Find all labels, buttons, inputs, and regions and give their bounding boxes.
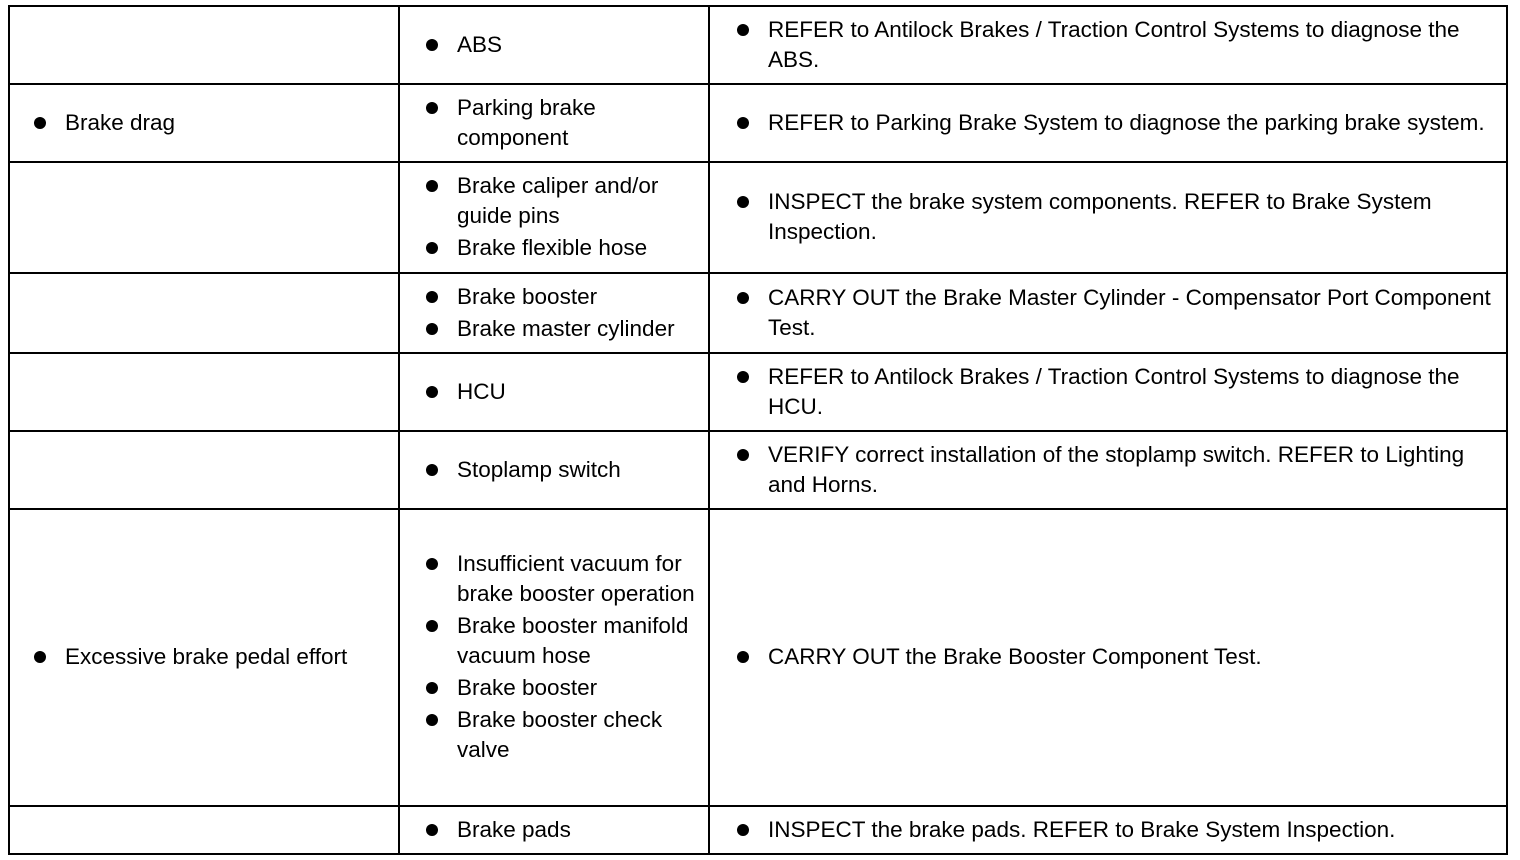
- condition-cell: [9, 273, 399, 353]
- action-cell: [709, 353, 1507, 431]
- cause-item: Brake caliper and/or guide pins: [400, 171, 708, 231]
- cause-item: Stoplamp switch: [400, 455, 708, 485]
- action-cell: [709, 84, 1507, 162]
- cause-item: Brake flexible hose: [400, 233, 708, 263]
- table-row: [9, 6, 1507, 84]
- table-row: [9, 509, 1507, 806]
- table-row: [9, 806, 1507, 854]
- table-row: [9, 431, 1507, 509]
- cause-cell: [399, 806, 709, 854]
- table-row: [9, 162, 1507, 272]
- condition-cell: [9, 353, 399, 431]
- cause-cell: [399, 162, 709, 272]
- cause-cell: [399, 509, 709, 806]
- action-item: INSPECT the brake pads. REFER to Brake System Inspection.: [710, 815, 1506, 845]
- cause-cell: [399, 84, 709, 162]
- action-cell: [709, 273, 1507, 353]
- condition-cell: [9, 6, 399, 84]
- cause-cell: [399, 431, 709, 509]
- cause-cell: [399, 273, 709, 353]
- action-item: REFER to Antilock Brakes / Traction Control Systems to diagnose the ABS.: [710, 15, 1506, 75]
- action-item: CARRY OUT the Brake Master Cylinder - Compensator Port Component Test.: [710, 283, 1506, 343]
- condition-item: Brake drag: [10, 108, 398, 138]
- table-row: [9, 84, 1507, 162]
- action-item: REFER to Antilock Brakes / Traction Control Systems to diagnose the HCU.: [710, 362, 1506, 422]
- diagnosis-table: [8, 5, 1508, 855]
- condition-cell: [9, 431, 399, 509]
- action-cell: [709, 806, 1507, 854]
- condition-item: Excessive brake pedal effort: [10, 642, 398, 672]
- cause-item: Parking brake component: [400, 93, 708, 153]
- action-item: CARRY OUT the Brake Booster Component Test.: [710, 642, 1506, 672]
- cause-item: Brake booster: [400, 282, 708, 312]
- cause-item: ABS: [400, 30, 708, 60]
- action-cell: [709, 162, 1507, 272]
- cause-item: Brake booster: [400, 673, 708, 703]
- cause-item: Brake master cylinder: [400, 314, 708, 344]
- table-row: [9, 273, 1507, 353]
- cause-cell: [399, 6, 709, 84]
- cause-item: Brake booster manifold vacuum hose: [400, 611, 708, 671]
- action-cell: [709, 6, 1507, 84]
- action-cell: [709, 509, 1507, 806]
- action-cell: [709, 431, 1507, 509]
- action-item: INSPECT the brake system components. REFER to Brake System Inspection.: [710, 187, 1506, 247]
- condition-cell: [9, 806, 399, 854]
- action-item: VERIFY correct installation of the stoplamp switch. REFER to Lighting and Horns.: [710, 440, 1506, 500]
- table-row: [9, 353, 1507, 431]
- condition-cell: [9, 84, 399, 162]
- cause-item: Brake booster check valve: [400, 705, 708, 765]
- cause-item: HCU: [400, 377, 708, 407]
- cause-cell: [399, 353, 709, 431]
- cause-item: Brake pads: [400, 815, 708, 845]
- condition-cell: [9, 509, 399, 806]
- condition-cell: [9, 162, 399, 272]
- cause-item: Insufficient vacuum for brake booster operation: [400, 549, 708, 609]
- action-item: REFER to Parking Brake System to diagnose the parking brake system.: [710, 108, 1506, 138]
